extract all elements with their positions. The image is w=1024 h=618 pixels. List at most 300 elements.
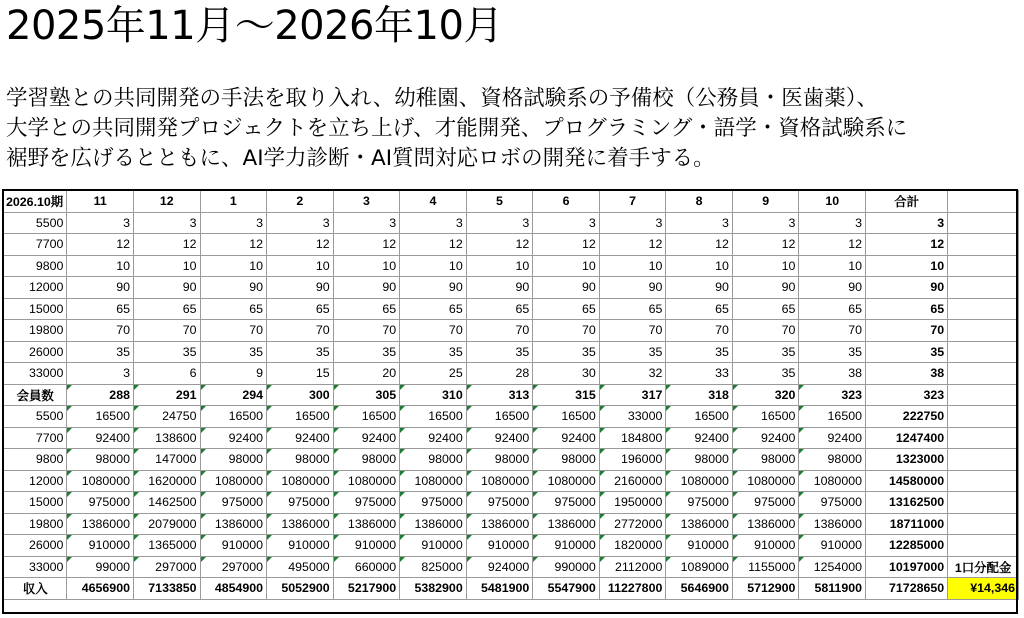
table-cell: 3 <box>133 212 200 234</box>
revenue-row <box>4 406 1019 428</box>
table-cell: 11 <box>67 191 134 213</box>
table-cell: 3 <box>599 212 666 234</box>
table-cell: 8 <box>666 191 733 213</box>
extra-cell <box>948 234 1019 256</box>
total-cell: 12285000 <box>866 535 948 557</box>
table-cell: 910000 <box>67 535 134 557</box>
extra-cell <box>948 341 1019 363</box>
extra-cell <box>948 384 1019 406</box>
row-label-cell: 12000 <box>4 277 67 299</box>
table-cell: 12 <box>133 234 200 256</box>
table-cell: 1386000 <box>400 513 467 535</box>
table-cell: 2112000 <box>599 556 666 578</box>
row-label-cell: 15000 <box>4 492 67 514</box>
table-cell: 5481900 <box>466 578 533 600</box>
table-cell: 99000 <box>67 556 134 578</box>
table-cell: 16500 <box>400 406 467 428</box>
table-cell: 70 <box>400 320 467 342</box>
table-cell: 70 <box>732 320 799 342</box>
total-cell: 合計 <box>866 191 948 213</box>
row-label-cell: 7700 <box>4 427 67 449</box>
table-cell: 305 <box>333 384 400 406</box>
table-cell: 90 <box>666 277 733 299</box>
total-cell: 10197000 <box>866 556 948 578</box>
table-cell: 1386000 <box>533 513 600 535</box>
table-cell: 98000 <box>732 449 799 471</box>
table-cell: 2 <box>267 191 334 213</box>
page-title: 2025年11月～2026年10月 <box>6 3 503 49</box>
table-cell: 92400 <box>666 427 733 449</box>
table-cell: 7133850 <box>133 578 200 600</box>
table-cell: 9 <box>200 363 267 385</box>
total-cell: 90 <box>866 277 948 299</box>
table-cell: 297000 <box>133 556 200 578</box>
member-row <box>4 277 1019 299</box>
row-label-cell: 19800 <box>4 513 67 535</box>
table-cell: 975000 <box>333 492 400 514</box>
extra-cell <box>948 255 1019 277</box>
table-cell: 910000 <box>333 535 400 557</box>
total-cell: 65 <box>866 298 948 320</box>
member-row <box>4 363 1019 385</box>
table-cell: 10 <box>799 191 866 213</box>
extra-cell <box>948 513 1019 535</box>
table-cell: 2079000 <box>133 513 200 535</box>
table-cell: 92400 <box>400 427 467 449</box>
header-row <box>4 191 1019 213</box>
table-cell: 910000 <box>267 535 334 557</box>
table-cell: 20 <box>333 363 400 385</box>
table-cell: 35 <box>67 341 134 363</box>
table-cell: 495000 <box>267 556 334 578</box>
table-cell: 975000 <box>400 492 467 514</box>
table-cell: 35 <box>267 341 334 363</box>
member-row <box>4 341 1019 363</box>
table-cell: 3 <box>333 191 400 213</box>
table-cell: 12 <box>599 234 666 256</box>
extra-cell <box>948 535 1019 557</box>
table-cell: 92400 <box>67 427 134 449</box>
table-cell: 12 <box>533 234 600 256</box>
description-line: 大学との共同開発プロジェクトを立ち上げ、才能開発、プログラミング・語学・資格試験系に <box>6 116 908 141</box>
total-cell: 1323000 <box>866 449 948 471</box>
table-cell: 35 <box>799 341 866 363</box>
table-cell: 4854900 <box>200 578 267 600</box>
extra-cell <box>948 298 1019 320</box>
table-cell: 33000 <box>599 406 666 428</box>
table-cell: 16500 <box>466 406 533 428</box>
table-cell: 975000 <box>466 492 533 514</box>
table-cell: 90 <box>466 277 533 299</box>
table-cell: 98000 <box>200 449 267 471</box>
table-cell: 323 <box>799 384 866 406</box>
row-label-cell: 2026.10期 <box>4 191 67 213</box>
table-cell: 3 <box>333 212 400 234</box>
total-cell: 222750 <box>866 406 948 428</box>
table-cell: 1080000 <box>666 470 733 492</box>
description-line: 学習塾との共同開発の手法を取り入れ、幼稚園、資格試験系の予備校（公務員・医歯薬）、 <box>6 86 879 111</box>
table-cell: 3 <box>466 212 533 234</box>
table-cell: 35 <box>533 341 600 363</box>
table-cell: 910000 <box>533 535 600 557</box>
table-cell: 318 <box>666 384 733 406</box>
table-cell: 90 <box>267 277 334 299</box>
revenue-row <box>4 449 1019 471</box>
extra-cell <box>948 406 1019 428</box>
row-label-cell: 会員数 <box>4 384 67 406</box>
table-cell: 291 <box>133 384 200 406</box>
revenue-table <box>3 190 1019 600</box>
table-cell: 70 <box>799 320 866 342</box>
table-cell: 1080000 <box>333 470 400 492</box>
extra-cell <box>948 427 1019 449</box>
table-cell: 92400 <box>732 427 799 449</box>
row-label-cell: 9800 <box>4 255 67 277</box>
table-cell: 65 <box>666 298 733 320</box>
table-cell: 3 <box>67 212 134 234</box>
table-cell: 315 <box>533 384 600 406</box>
row-label-cell: 33000 <box>4 363 67 385</box>
table-cell: 1620000 <box>133 470 200 492</box>
table-cell: 70 <box>466 320 533 342</box>
table-cell: 294 <box>200 384 267 406</box>
table-cell: 70 <box>67 320 134 342</box>
table-cell: 1080000 <box>67 470 134 492</box>
table-cell: 92400 <box>267 427 334 449</box>
extra-cell <box>948 492 1019 514</box>
total-cell: 13162500 <box>866 492 948 514</box>
row-label-cell: 5500 <box>4 406 67 428</box>
table-cell: 35 <box>732 341 799 363</box>
description <box>6 84 1016 174</box>
table-cell: 24750 <box>133 406 200 428</box>
table-cell: 70 <box>200 320 267 342</box>
table-cell: 35 <box>732 363 799 385</box>
table-cell: 5 <box>466 191 533 213</box>
row-label-cell: 7700 <box>4 234 67 256</box>
table-cell: 1155000 <box>732 556 799 578</box>
table-cell: 3 <box>67 363 134 385</box>
table-cell: 65 <box>333 298 400 320</box>
table-cell: 70 <box>267 320 334 342</box>
table-cell: 4656900 <box>67 578 134 600</box>
table-cell: 1386000 <box>466 513 533 535</box>
row-label-cell: 19800 <box>4 320 67 342</box>
table-cell: 12 <box>267 234 334 256</box>
table-cell: 90 <box>400 277 467 299</box>
table-cell: 1820000 <box>599 535 666 557</box>
table-cell: 317 <box>599 384 666 406</box>
table-cell: 910000 <box>400 535 467 557</box>
table-cell: 16500 <box>67 406 134 428</box>
table-cell: 1089000 <box>666 556 733 578</box>
table-cell: 975000 <box>666 492 733 514</box>
table-cell: 12 <box>200 234 267 256</box>
table-cell: 92400 <box>533 427 600 449</box>
table-cell: 1386000 <box>799 513 866 535</box>
table-cell: 1080000 <box>200 470 267 492</box>
table-cell: 3 <box>666 212 733 234</box>
table-cell: 90 <box>133 277 200 299</box>
total-cell: 1247400 <box>866 427 948 449</box>
table-cell: 10 <box>400 255 467 277</box>
table-cell: 16500 <box>799 406 866 428</box>
table-cell: 12 <box>666 234 733 256</box>
table-cell: 10 <box>599 255 666 277</box>
table-cell: 70 <box>533 320 600 342</box>
table-cell: 910000 <box>799 535 866 557</box>
table-cell: 35 <box>400 341 467 363</box>
table-cell: 310 <box>400 384 467 406</box>
table-cell: 10 <box>732 255 799 277</box>
table-cell: 1254000 <box>799 556 866 578</box>
table-cell: 90 <box>533 277 600 299</box>
table-cell: 65 <box>267 298 334 320</box>
table-cell: 975000 <box>267 492 334 514</box>
table-cell: 12 <box>799 234 866 256</box>
table-cell: 1386000 <box>67 513 134 535</box>
table-cell: 35 <box>200 341 267 363</box>
table-cell: 12 <box>732 234 799 256</box>
table-cell: 1080000 <box>732 470 799 492</box>
table-cell: 320 <box>732 384 799 406</box>
extra-cell <box>948 277 1019 299</box>
row-label-cell: 26000 <box>4 341 67 363</box>
table-cell: 196000 <box>599 449 666 471</box>
table-cell: 90 <box>67 277 134 299</box>
table-cell: 10 <box>67 255 134 277</box>
member-row <box>4 234 1019 256</box>
table-cell: 1080000 <box>400 470 467 492</box>
table-cell: 65 <box>799 298 866 320</box>
member-row <box>4 320 1019 342</box>
table-cell: 98000 <box>799 449 866 471</box>
table-cell: 10 <box>267 255 334 277</box>
table-cell: 92400 <box>799 427 866 449</box>
row-label-cell: 5500 <box>4 212 67 234</box>
row-label-cell: 26000 <box>4 535 67 557</box>
table-cell: 975000 <box>200 492 267 514</box>
table-cell: 12 <box>67 234 134 256</box>
total-cell: 38 <box>866 363 948 385</box>
table-cell: 28 <box>466 363 533 385</box>
members-total-row <box>4 384 1019 406</box>
table-cell: 35 <box>599 341 666 363</box>
table-cell: 2160000 <box>599 470 666 492</box>
table-cell: 2772000 <box>599 513 666 535</box>
table-cell: 38 <box>799 363 866 385</box>
income-row <box>4 578 1019 600</box>
extra-cell <box>948 191 1019 213</box>
table-cell: 5217900 <box>333 578 400 600</box>
table-cell: 1950000 <box>599 492 666 514</box>
table-cell: 5382900 <box>400 578 467 600</box>
extra-cell: ¥14,346 <box>948 578 1019 600</box>
table-cell: 98000 <box>67 449 134 471</box>
revenue-row <box>4 513 1019 535</box>
table-cell: 32 <box>599 363 666 385</box>
table-cell: 7 <box>599 191 666 213</box>
table-cell: 35 <box>666 341 733 363</box>
table-cell: 910000 <box>200 535 267 557</box>
table-cell: 70 <box>666 320 733 342</box>
table-cell: 3 <box>732 212 799 234</box>
table-cell: 300 <box>267 384 334 406</box>
table-cell: 1080000 <box>533 470 600 492</box>
table-cell: 1386000 <box>333 513 400 535</box>
table-cell: 16500 <box>666 406 733 428</box>
table-cell: 16500 <box>267 406 334 428</box>
table-cell: 10 <box>799 255 866 277</box>
table-cell: 98000 <box>666 449 733 471</box>
table-cell: 3 <box>400 212 467 234</box>
table-cell: 184800 <box>599 427 666 449</box>
table-cell: 35 <box>133 341 200 363</box>
table-cell: 12 <box>466 234 533 256</box>
table-cell: 70 <box>333 320 400 342</box>
table-cell: 924000 <box>466 556 533 578</box>
table-cell: 1462500 <box>133 492 200 514</box>
table-cell: 3 <box>533 212 600 234</box>
table-cell: 35 <box>466 341 533 363</box>
table-cell: 33 <box>666 363 733 385</box>
table-cell: 1080000 <box>466 470 533 492</box>
table-cell: 1365000 <box>133 535 200 557</box>
total-cell: 71728650 <box>866 578 948 600</box>
table-cell: 16500 <box>333 406 400 428</box>
table-cell: 90 <box>732 277 799 299</box>
table-cell: 975000 <box>533 492 600 514</box>
total-cell: 18711000 <box>866 513 948 535</box>
revenue-row <box>4 535 1019 557</box>
extra-cell <box>948 320 1019 342</box>
table-cell: 12 <box>400 234 467 256</box>
total-cell: 12 <box>866 234 948 256</box>
total-cell: 70 <box>866 320 948 342</box>
table-cell: 65 <box>133 298 200 320</box>
table-cell: 975000 <box>799 492 866 514</box>
table-cell: 16500 <box>732 406 799 428</box>
table-cell: 65 <box>400 298 467 320</box>
row-label-cell: 9800 <box>4 449 67 471</box>
table-cell: 12 <box>333 234 400 256</box>
total-cell: 10 <box>866 255 948 277</box>
table-cell: 910000 <box>666 535 733 557</box>
table-cell: 30 <box>533 363 600 385</box>
table-cell: 10 <box>200 255 267 277</box>
table-cell: 5712900 <box>732 578 799 600</box>
table-cell: 1080000 <box>267 470 334 492</box>
table-cell: 12 <box>133 191 200 213</box>
total-cell: 3 <box>866 212 948 234</box>
table-cell: 98000 <box>267 449 334 471</box>
table-cell: 10 <box>333 255 400 277</box>
table-cell: 990000 <box>533 556 600 578</box>
description-line: 裾野を広げるとともに、AI学力診断・AI質問対応ロボの開発に着手する。 <box>6 146 715 171</box>
extra-cell <box>948 363 1019 385</box>
table-cell: 16500 <box>533 406 600 428</box>
revenue-row <box>4 492 1019 514</box>
table-cell: 6 <box>533 191 600 213</box>
table-cell: 10 <box>533 255 600 277</box>
table-cell: 70 <box>133 320 200 342</box>
table-cell: 65 <box>533 298 600 320</box>
revenue-row <box>4 427 1019 449</box>
table-cell: 147000 <box>133 449 200 471</box>
table-cell: 90 <box>599 277 666 299</box>
table-cell: 288 <box>67 384 134 406</box>
table-cell: 1 <box>200 191 267 213</box>
table-cell: 25 <box>400 363 467 385</box>
table-cell: 660000 <box>333 556 400 578</box>
table-cell: 910000 <box>732 535 799 557</box>
table-cell: 975000 <box>732 492 799 514</box>
extra-cell <box>948 470 1019 492</box>
table-cell: 6 <box>133 363 200 385</box>
table-cell: 5646900 <box>666 578 733 600</box>
table-cell: 98000 <box>333 449 400 471</box>
table-cell: 825000 <box>400 556 467 578</box>
table-cell: 1386000 <box>200 513 267 535</box>
table-cell: 98000 <box>533 449 600 471</box>
table-cell: 35 <box>333 341 400 363</box>
table-cell: 3 <box>799 212 866 234</box>
table-cell: 92400 <box>466 427 533 449</box>
table-cell: 90 <box>200 277 267 299</box>
revenue-row <box>4 556 1019 578</box>
table-cell: 5547900 <box>533 578 600 600</box>
table-cell: 16500 <box>200 406 267 428</box>
table-cell: 70 <box>599 320 666 342</box>
table-cell: 65 <box>466 298 533 320</box>
row-label-cell: 12000 <box>4 470 67 492</box>
member-row <box>4 298 1019 320</box>
extra-cell <box>948 212 1019 234</box>
table-cell: 4 <box>400 191 467 213</box>
table-cell: 5811900 <box>799 578 866 600</box>
table-cell: 1080000 <box>799 470 866 492</box>
revenue-row <box>4 470 1019 492</box>
table-cell: 10 <box>133 255 200 277</box>
table-cell: 313 <box>466 384 533 406</box>
table-cell: 92400 <box>333 427 400 449</box>
table-cell: 5052900 <box>267 578 334 600</box>
table-cell: 297000 <box>200 556 267 578</box>
table-cell: 3 <box>200 212 267 234</box>
total-cell: 14580000 <box>866 470 948 492</box>
table-cell: 975000 <box>67 492 134 514</box>
table-cell: 65 <box>732 298 799 320</box>
row-label-cell: 15000 <box>4 298 67 320</box>
member-row <box>4 255 1019 277</box>
table-cell: 15 <box>267 363 334 385</box>
table-cell: 10 <box>466 255 533 277</box>
table-cell: 3 <box>267 212 334 234</box>
table-cell: 65 <box>599 298 666 320</box>
table-cell: 10 <box>666 255 733 277</box>
table-cell: 90 <box>333 277 400 299</box>
table-cell: 910000 <box>466 535 533 557</box>
extra-cell <box>948 449 1019 471</box>
row-label-cell: 33000 <box>4 556 67 578</box>
table-cell: 65 <box>67 298 134 320</box>
row-label-cell: 収入 <box>4 578 67 600</box>
table-cell: 1386000 <box>666 513 733 535</box>
table-cell: 1386000 <box>267 513 334 535</box>
table-cell: 98000 <box>400 449 467 471</box>
table-cell: 138600 <box>133 427 200 449</box>
table-cell: 65 <box>200 298 267 320</box>
